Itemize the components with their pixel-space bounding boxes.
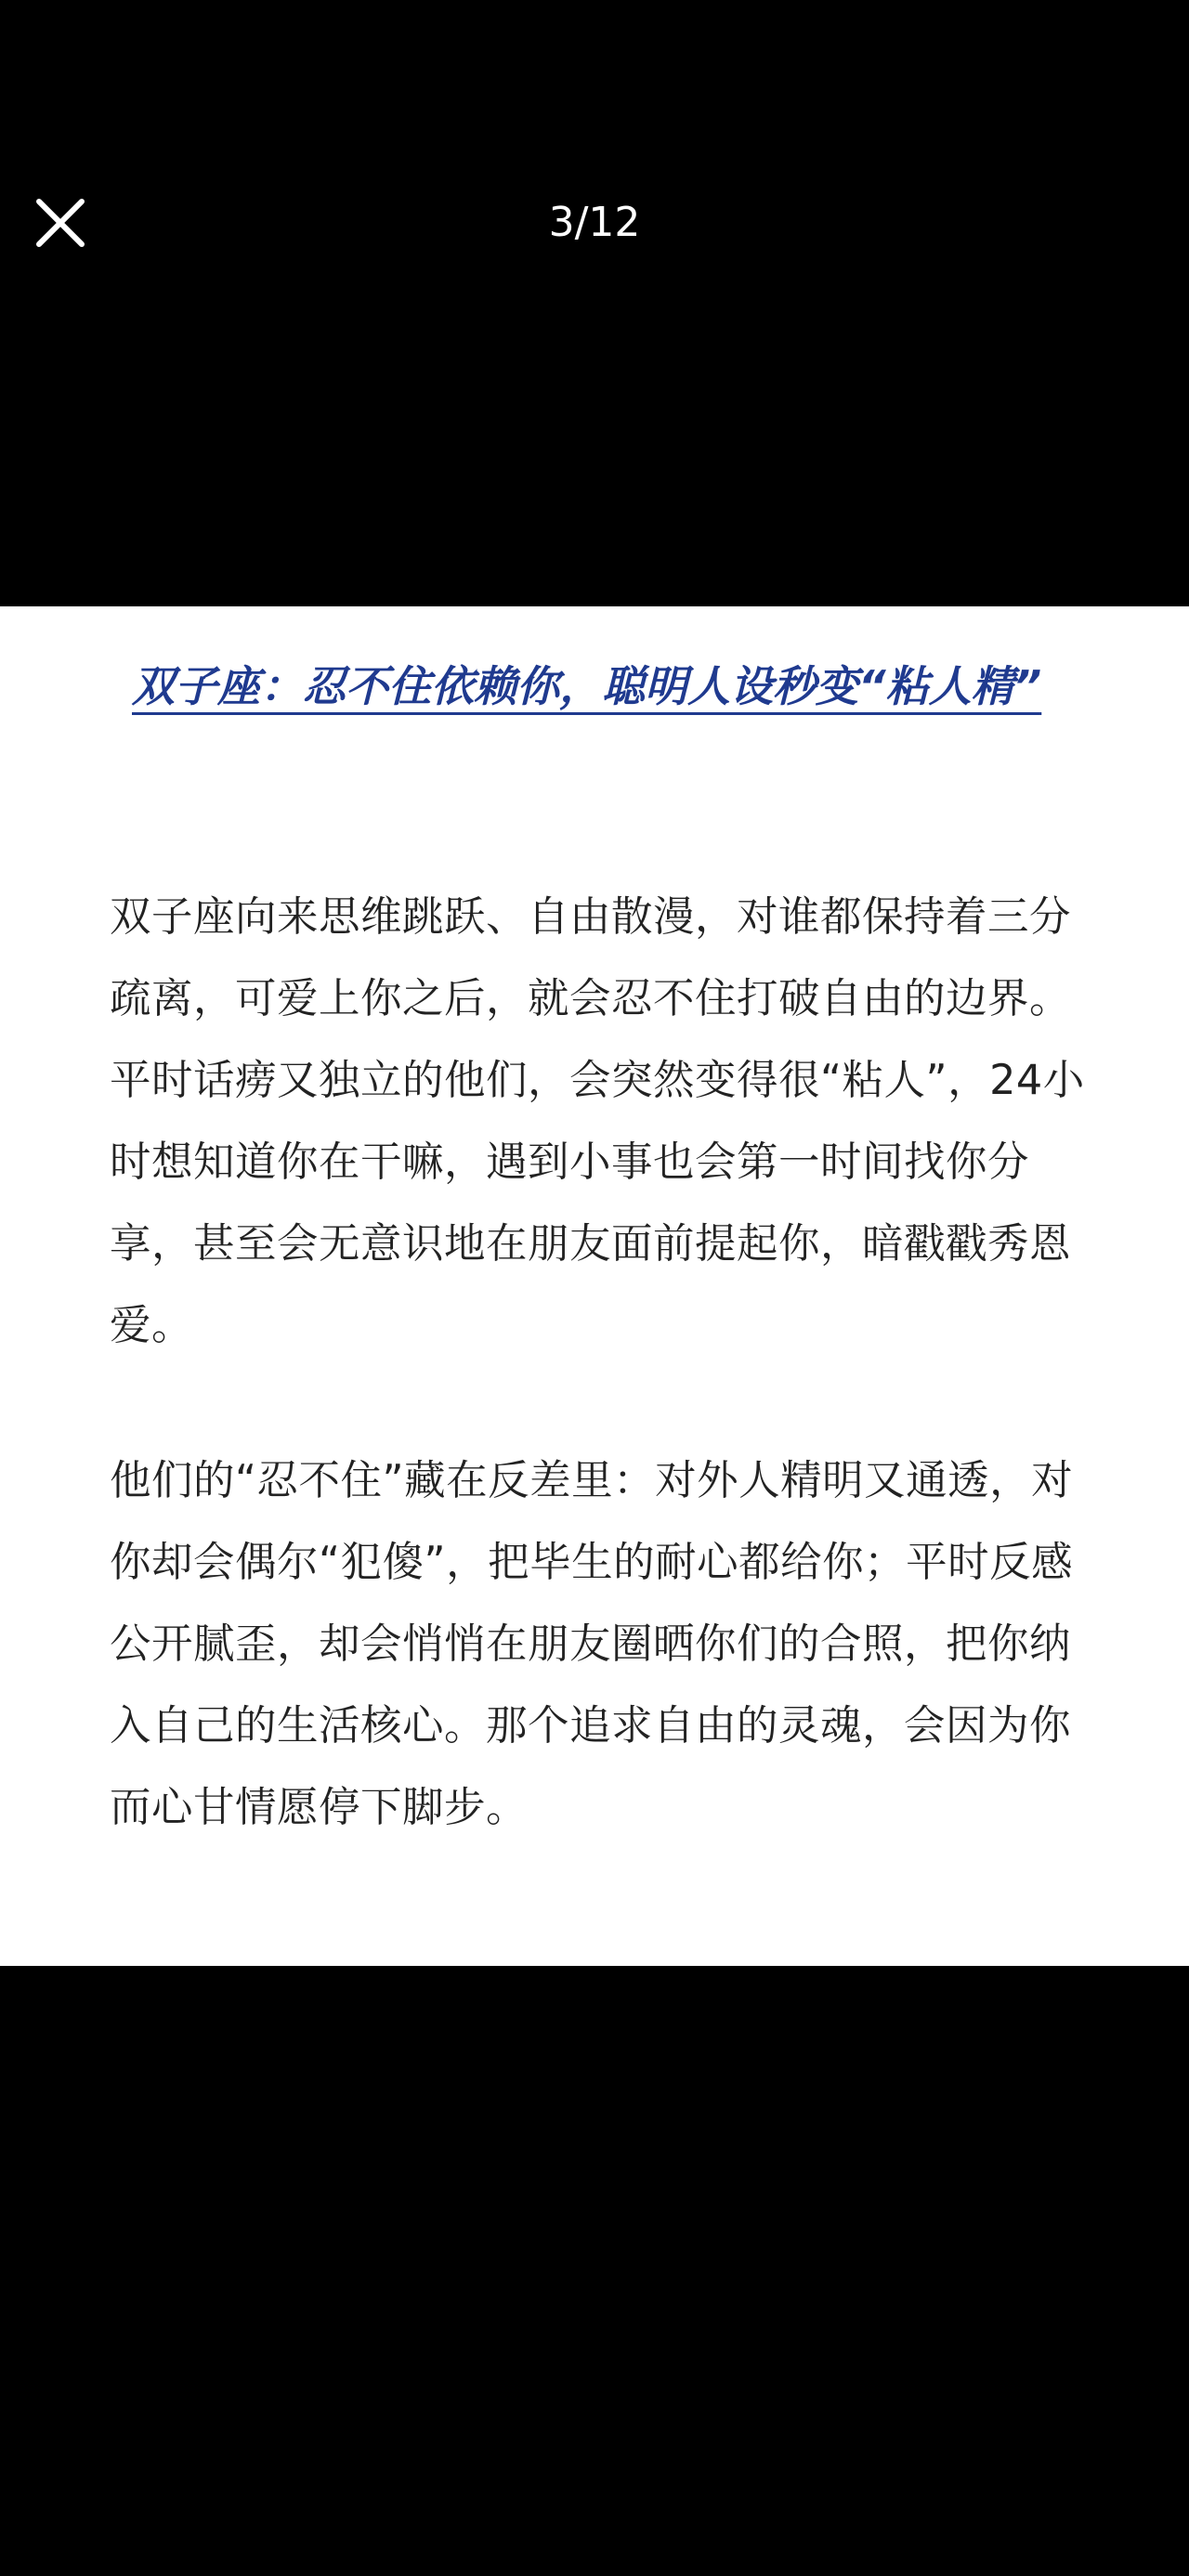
article-heading-text: 双子座：忍不住依赖你，聪明人设秒变“粘人精” — [132, 661, 1042, 711]
article-heading-block — [110, 646, 1085, 726]
viewer-top-bar — [0, 0, 1189, 446]
article-image[interactable] — [0, 606, 1189, 1966]
article-paragraph-2: 他们的“忍不住”藏在反差里：对外人精明又通透，对你却会偶尔“犯傻”，把毕生的耐心都给你；平时反感公开腻歪，却会悄悄在朋友圈晒你们的合照，把你纳入自己的生活核心。那个追求自由的灵魂，会因为你而心甘情愿停下脚步。 — [110, 1457, 1074, 1831]
article-paragraph-1: 双子座向来思维跳跃、自由散漫，对谁都保持着三分疏离，可爱上你之后，就会忍不住打破自由的边界。平时话痨又独立的他们，会突然变得很“粘人”，24小时想知道你在干嘛，遇到小事也会第一时间找你分享，甚至会无意识地在朋友面前提起你，暗戳戳秀恩爱。 — [110, 893, 1085, 1349]
article-heading — [110, 646, 1085, 726]
page-counter: 3/12 — [548, 199, 641, 246]
